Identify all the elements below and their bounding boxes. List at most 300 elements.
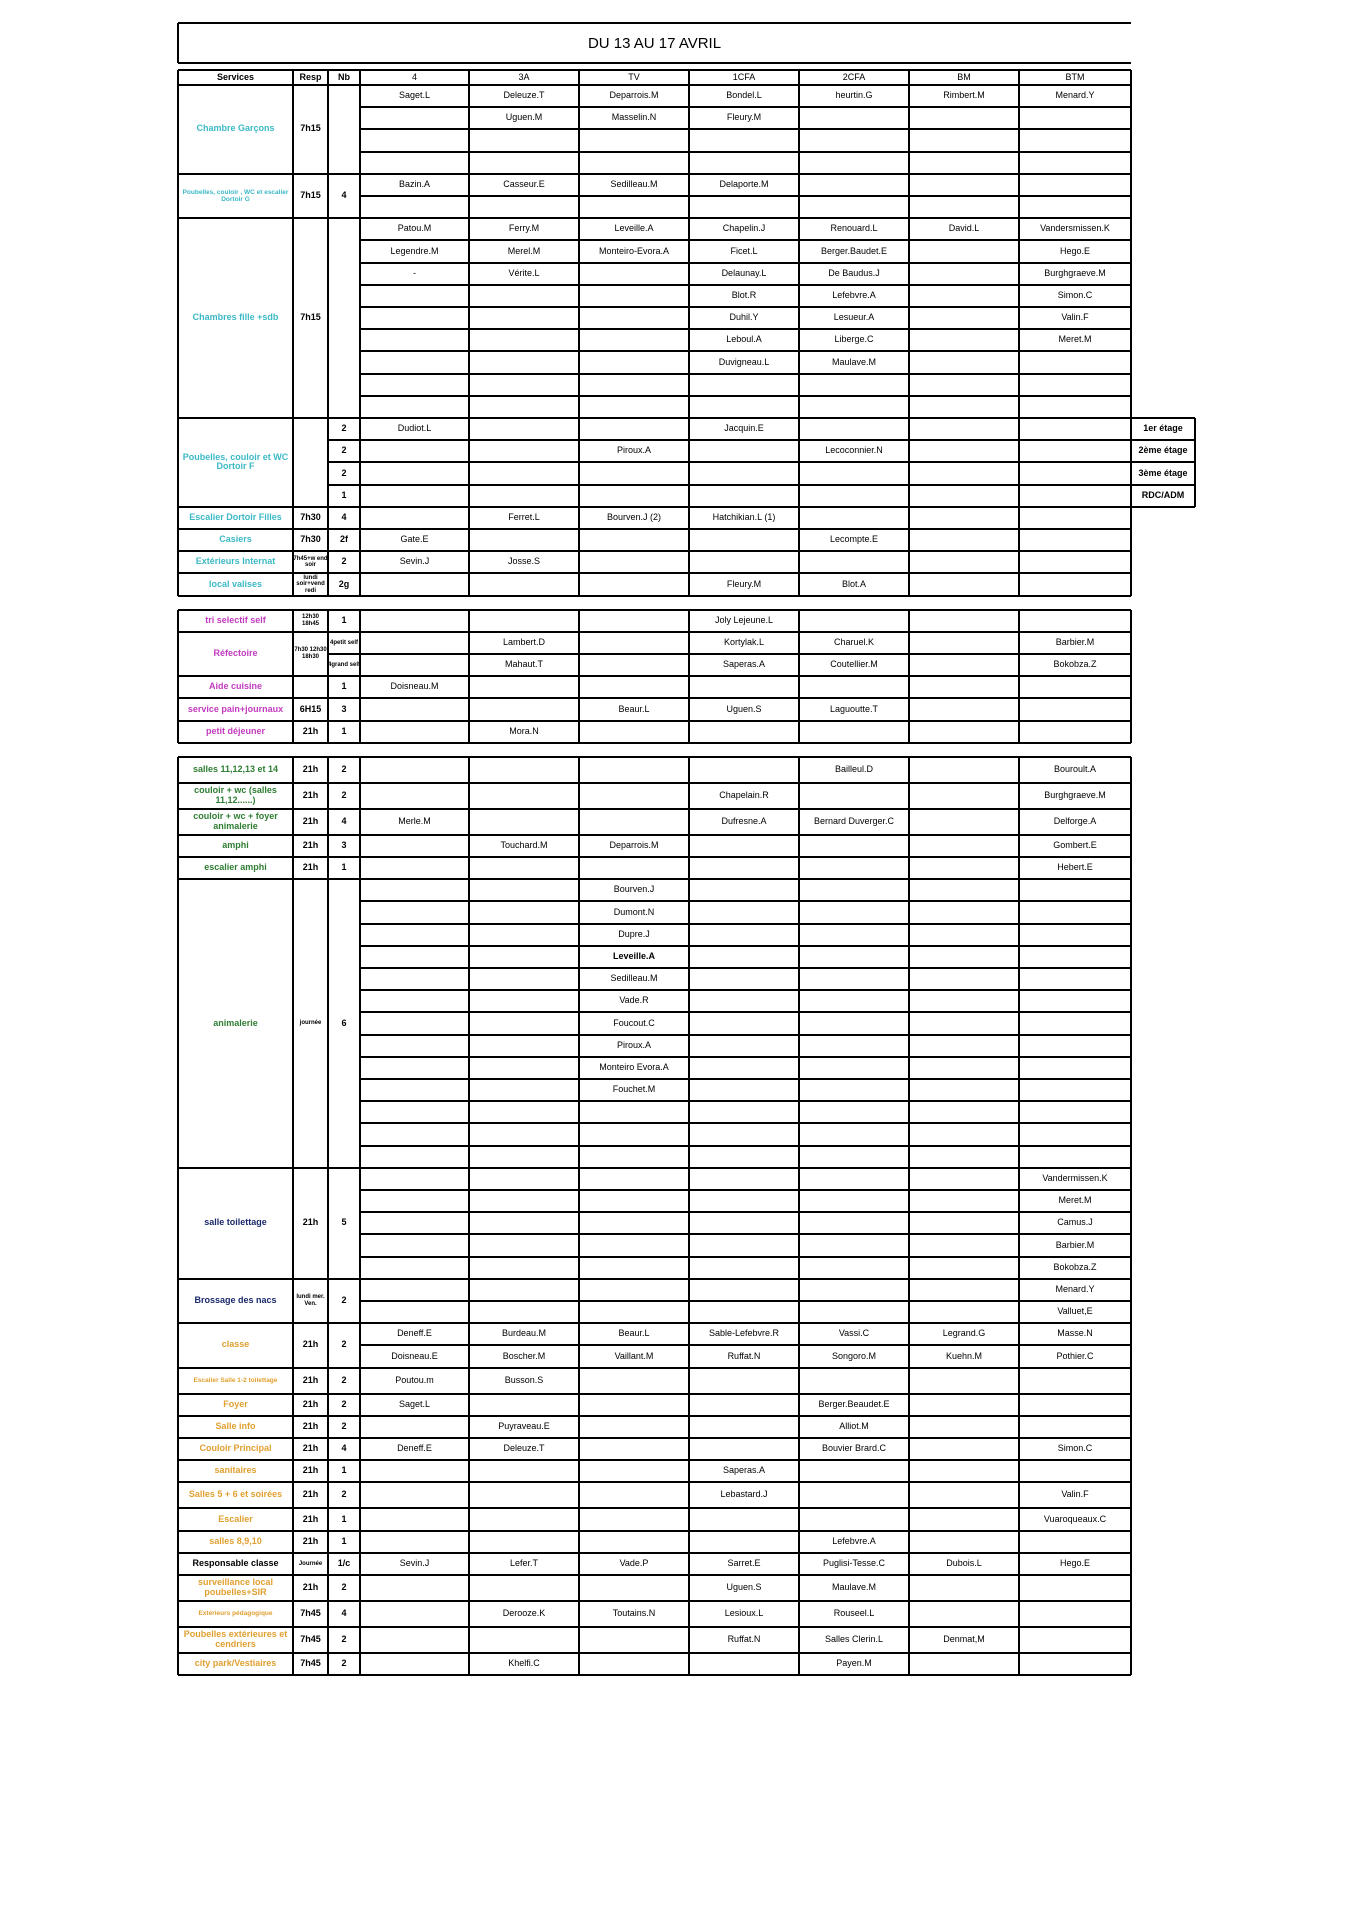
service-label: couloir + wc (salles 11,12......) <box>194 784 277 805</box>
assignee-cell <box>1019 396 1131 418</box>
assignee-cell <box>579 329 689 351</box>
grid-line <box>177 573 179 595</box>
assignee-cell <box>360 835 469 857</box>
service-label: Aide cuisine <box>208 681 262 692</box>
assignee-cell: Gate.E <box>400 534 429 545</box>
nb-value: 4 <box>341 511 347 522</box>
grid-line <box>360 1344 1131 1346</box>
assignee-cell <box>689 1057 799 1079</box>
assignee-cell: Alliot.M <box>839 1420 869 1431</box>
assignee-cell <box>469 968 579 990</box>
service-label: couloir + wc + foyer animalerie <box>193 810 278 831</box>
assignee-cell: Barbier.M <box>1055 1239 1095 1250</box>
assignee-cell <box>689 1416 799 1438</box>
assignee-cell: Meret.M <box>1058 1195 1092 1206</box>
assignee-cell: Hego.E <box>1059 245 1091 256</box>
assignee-cell <box>469 129 579 151</box>
assignee-cell: Berger.Beaudet.E <box>818 1398 890 1409</box>
assignee-cell <box>469 1482 579 1508</box>
assignee-cell <box>689 551 799 573</box>
grid-line <box>177 879 179 1168</box>
assignee-cell <box>469 196 579 218</box>
assignee-cell <box>360 610 469 632</box>
grid-line <box>177 676 179 698</box>
grid-line <box>177 418 179 507</box>
assignee-cell: Monteiro Evora.A <box>599 1061 669 1072</box>
assignee-cell <box>909 263 1019 285</box>
assignee-cell: Bourven.J (2) <box>606 511 662 522</box>
grid-line <box>177 632 179 676</box>
assignee-cell: Monteiro-Evora.A <box>598 245 670 256</box>
assignee-cell <box>909 1416 1019 1438</box>
assignee-cell <box>909 1190 1019 1212</box>
assignee-cell <box>469 1575 579 1601</box>
assignee-cell <box>1019 1012 1131 1034</box>
assignee-cell: Boscher.M <box>502 1350 546 1361</box>
nb-value: 4 <box>341 1608 347 1619</box>
grid-line <box>360 151 1131 153</box>
resp-value: 21h <box>302 1420 319 1431</box>
assignee-cell <box>1019 507 1131 529</box>
assignee-cell: Legendre.M <box>390 245 439 256</box>
assignee-cell: heurtin.G <box>835 90 873 101</box>
header-class: 2CFA <box>842 71 866 82</box>
assignee-cell <box>909 351 1019 373</box>
assignee-cell <box>579 1101 689 1123</box>
assignee-cell: Camus.J <box>1057 1217 1093 1228</box>
assignee-cell <box>909 1653 1019 1675</box>
assignee-cell <box>689 990 799 1012</box>
assignee-cell <box>469 1627 579 1653</box>
nb-value: 1 <box>341 1465 347 1476</box>
assignee-cell <box>360 1057 469 1079</box>
grid-line <box>360 262 1131 264</box>
assignee-cell <box>360 698 469 720</box>
resp-value: 21h <box>302 1398 319 1409</box>
assignee-cell: Merle.M <box>398 815 431 826</box>
assignee-cell <box>579 1123 689 1145</box>
assignee-cell: Kuehn.M <box>945 1350 983 1361</box>
grid-line <box>1194 440 1196 462</box>
nb-value: 5 <box>341 1217 347 1228</box>
grid-line <box>177 1553 179 1575</box>
assignee-cell: Vade.P <box>619 1557 649 1568</box>
assignee-cell: Sedilleau.M <box>610 973 658 984</box>
nb-value: 2 <box>341 1582 347 1593</box>
assignee-cell: Vandermissen.K <box>1042 1172 1108 1183</box>
service-label: Escalier <box>218 1513 253 1524</box>
assignee-cell <box>689 1301 799 1323</box>
assignee-cell <box>799 879 909 901</box>
service-label: Couloir Principal <box>199 1443 272 1454</box>
assignee-cell <box>360 1079 469 1101</box>
assignee-cell <box>579 152 689 174</box>
service-label: Casiers <box>219 534 252 545</box>
nb-value <box>328 85 360 174</box>
assignee-cell <box>469 879 579 901</box>
page-title: DU 13 AU 17 AVRIL <box>587 34 722 52</box>
assignee-cell: Saperas.A <box>722 1465 766 1476</box>
assignee-cell <box>360 721 469 743</box>
nb-value: 6 <box>341 1017 347 1028</box>
grid-line <box>360 653 1131 655</box>
assignee-cell <box>579 462 689 484</box>
assignee-cell <box>360 107 469 129</box>
assignee-cell <box>909 901 1019 923</box>
assignee-cell: Mahaut.T <box>504 659 544 670</box>
nb-value: 2 <box>341 1295 347 1306</box>
service-label: Foyer <box>223 1398 248 1409</box>
assignee-cell: Lesueur.A <box>833 312 875 323</box>
service-label: Extérieurs pédagogique <box>198 1610 273 1618</box>
assignee-cell <box>689 946 799 968</box>
grid-line <box>360 439 1131 441</box>
resp-value: 7h45 <box>300 1608 321 1619</box>
grid-line <box>360 284 1131 286</box>
assignee-cell <box>1019 924 1131 946</box>
assignee-cell <box>689 676 799 698</box>
assignee-cell: Bokobza.Z <box>1053 1261 1097 1272</box>
grid-line <box>360 989 1131 991</box>
grid-line <box>328 439 360 441</box>
assignee-cell <box>689 1123 799 1145</box>
assignee-cell <box>799 129 909 151</box>
assignee-cell: Gombert.E <box>1053 839 1097 850</box>
grid-line <box>360 900 1131 902</box>
assignee-cell <box>469 152 579 174</box>
grid-line <box>360 1056 1131 1058</box>
assignee-cell <box>469 698 579 720</box>
assignee-cell <box>1019 529 1131 551</box>
assignee-cell <box>360 507 469 529</box>
assignee-cell: Bouroult.A <box>1053 763 1097 774</box>
assignee-cell <box>1019 1653 1131 1675</box>
assignee-cell <box>579 632 689 654</box>
resp-value: 7h30 <box>300 511 321 522</box>
service-label: salles 8,9,10 <box>209 1535 262 1546</box>
assignee-cell: Songoro.M <box>831 1350 877 1361</box>
grid-line <box>177 1482 179 1508</box>
assignee-cell <box>689 757 799 783</box>
assignee-cell: Ruffat.N <box>727 1350 761 1361</box>
assignee-cell <box>909 1279 1019 1301</box>
assignee-cell <box>799 374 909 396</box>
assignee-cell <box>360 1123 469 1145</box>
assignee-cell <box>909 924 1019 946</box>
assignee-cell <box>1019 721 1131 743</box>
service-label: tri selectif self <box>205 614 266 625</box>
header-class: 3A <box>518 71 530 82</box>
grid-line <box>360 1189 1131 1191</box>
assignee-cell <box>1019 990 1131 1012</box>
assignee-cell: David.L <box>948 223 980 234</box>
assignee-cell <box>579 1146 689 1168</box>
nb-value: 2 <box>341 1489 347 1500</box>
assignee-cell <box>579 1190 689 1212</box>
assignee-cell <box>469 1123 579 1145</box>
assignee-cell: Leveille.A <box>612 950 656 961</box>
resp-value: 21h <box>302 1582 319 1593</box>
resp-value: 7h30 12h30 18h30 <box>294 647 327 660</box>
assignee-cell: Toutains.N <box>612 1608 656 1619</box>
nb-value: 4 <box>341 190 347 201</box>
assignee-cell <box>360 924 469 946</box>
assignee-cell <box>799 1234 909 1256</box>
assignee-cell: Burghgraeve.M <box>1044 789 1106 800</box>
assignee-cell <box>799 107 909 129</box>
assignee-cell <box>579 529 689 551</box>
assignee-cell <box>909 374 1019 396</box>
assignee-cell <box>909 809 1019 835</box>
assignee-cell <box>360 1601 469 1627</box>
grid-line <box>360 1211 1131 1213</box>
assignee-cell <box>360 1279 469 1301</box>
resp-value: 21h <box>302 1465 319 1476</box>
assignee-cell <box>689 968 799 990</box>
assignee-cell <box>579 610 689 632</box>
assignee-cell <box>909 1101 1019 1123</box>
assignee-cell <box>689 396 799 418</box>
nb-value: 1 <box>341 1513 347 1524</box>
assignee-cell: Patou.M <box>397 223 432 234</box>
assignee-cell: - <box>413 267 416 278</box>
assignee-cell <box>799 1508 909 1530</box>
assignee-cell <box>469 1079 579 1101</box>
assignee-cell <box>469 1460 579 1482</box>
service-label: city park/Vestiaires <box>194 1658 277 1669</box>
assignee-cell: Vérite.L <box>508 267 540 278</box>
assignee-cell: Hatchikian.L (1) <box>712 511 776 522</box>
assignee-cell: Merel.M <box>507 245 541 256</box>
assignee-cell: Busson.S <box>504 1374 544 1385</box>
assignee-cell <box>1019 1460 1131 1482</box>
resp-value: journée <box>299 1020 322 1027</box>
nb-value: 2f <box>339 534 348 545</box>
nb-value: 2 <box>341 1374 347 1385</box>
assignee-cell <box>360 1460 469 1482</box>
assignee-cell <box>909 1368 1019 1394</box>
assignee-cell: Lecompte.E <box>829 534 879 545</box>
service-label: Responsable classe <box>192 1557 279 1568</box>
service-label: salle toilettage <box>204 1217 267 1228</box>
assignee-cell <box>909 946 1019 968</box>
assignee-cell <box>909 573 1019 595</box>
resp-value: 21h <box>302 1443 319 1454</box>
assignee-cell: Dupre.J <box>618 928 650 939</box>
assignee-cell <box>469 573 579 595</box>
resp-value: 7h45 <box>300 1634 321 1645</box>
assignee-cell <box>360 462 469 484</box>
assignee-cell: Rimbert.M <box>943 90 985 101</box>
assignee-cell <box>909 107 1019 129</box>
assignee-cell <box>1019 551 1131 573</box>
assignee-cell <box>799 783 909 809</box>
assignee-cell: Payen.M <box>836 1658 872 1669</box>
assignee-cell <box>1019 174 1131 196</box>
grid-line <box>177 1508 179 1530</box>
assignee-cell <box>909 1438 1019 1460</box>
assignee-cell: Puglisi-Tesse.C <box>822 1557 886 1568</box>
assignee-cell: Berger.Baudet.E <box>820 245 888 256</box>
assignee-cell: Laguoutte.T <box>829 703 879 714</box>
assignee-cell <box>360 1257 469 1279</box>
header-resp: Resp <box>299 71 322 82</box>
assignee-cell <box>469 1012 579 1034</box>
assignee-cell <box>799 610 909 632</box>
assignee-cell: Sevin.J <box>399 556 430 567</box>
assignee-cell: Saperas.A <box>722 659 766 670</box>
assignee-cell <box>1019 1123 1131 1145</box>
assignee-cell: Dudiot.L <box>397 423 432 434</box>
assignee-cell <box>469 1057 579 1079</box>
assignee-cell <box>799 396 909 418</box>
assignee-cell <box>799 462 909 484</box>
assignee-cell <box>909 1146 1019 1168</box>
assignee-cell: Lefebvre.A <box>832 289 876 300</box>
assignee-cell <box>469 307 579 329</box>
assignee-cell <box>360 351 469 373</box>
assignee-cell: Vuaroqueaux.C <box>1043 1513 1107 1524</box>
assignee-cell: Fleury.M <box>726 112 762 123</box>
assignee-cell <box>909 307 1019 329</box>
assignee-cell <box>360 152 469 174</box>
resp-value: 7h15 <box>300 312 321 323</box>
assignee-cell <box>689 374 799 396</box>
assignee-cell <box>909 1601 1019 1627</box>
assignee-cell <box>1019 1416 1131 1438</box>
assignee-cell: Khelfi.C <box>508 1658 540 1669</box>
assignee-cell <box>1019 901 1131 923</box>
assignee-cell: Ferret.L <box>508 511 540 522</box>
assignee-cell <box>579 1531 689 1553</box>
assignee-cell <box>579 285 689 307</box>
assignee-cell <box>579 418 689 440</box>
grid-line <box>1194 418 1196 440</box>
nb-value: 2 <box>341 1339 347 1350</box>
nb-value: 2 <box>341 763 347 774</box>
assignee-cell <box>909 1301 1019 1323</box>
assignee-cell <box>1019 968 1131 990</box>
assignee-cell <box>799 1057 909 1079</box>
assignee-cell <box>469 1394 579 1416</box>
assignee-cell <box>799 1146 909 1168</box>
grid-line <box>177 1168 179 1279</box>
assignee-cell <box>689 721 799 743</box>
grid-line <box>177 1460 179 1482</box>
resp-value: 21h <box>302 1339 319 1350</box>
assignee-cell <box>1019 1101 1131 1123</box>
assignee-cell <box>469 285 579 307</box>
assignee-cell <box>360 1653 469 1675</box>
assignee-cell: Simon.C <box>1057 289 1093 300</box>
grid-line <box>360 1011 1131 1013</box>
assignee-cell <box>360 1627 469 1653</box>
assignee-cell <box>909 196 1019 218</box>
assignee-cell <box>360 1012 469 1034</box>
assignee-cell: Liberge.C <box>834 334 874 345</box>
assignee-cell <box>469 440 579 462</box>
nb-value: 2 <box>341 1634 347 1645</box>
assignee-cell <box>1019 1531 1131 1553</box>
assignee-cell: Sarret.E <box>727 1557 761 1568</box>
assignee-cell: Chapelin.J <box>722 223 766 234</box>
assignee-cell <box>799 1460 909 1482</box>
assignee-cell <box>579 396 689 418</box>
header-class: 4 <box>411 71 417 82</box>
service-label: salles 11,12,13 et 14 <box>192 763 279 774</box>
assignee-cell <box>909 1575 1019 1601</box>
header-nb: Nb <box>338 71 350 82</box>
service-label: Escalier Salle 1-2 toilettage <box>193 1377 278 1385</box>
assignee-cell <box>360 783 469 809</box>
assignee-cell: Simon.C <box>1057 1443 1093 1454</box>
nb-value: 1 <box>341 862 347 873</box>
assignee-cell <box>1019 1627 1131 1653</box>
assignee-cell: Josse.S <box>507 556 540 567</box>
assignee-cell: Deneff.E <box>397 1443 432 1454</box>
assignee-cell <box>689 1531 799 1553</box>
assignee-cell <box>799 1482 909 1508</box>
assignee-cell: De Baudus.J <box>828 267 880 278</box>
grid-line <box>177 857 179 879</box>
service-label: Poubelles, couloir et WC Dortoir F <box>182 451 289 472</box>
assignee-cell: Ficet.L <box>730 245 758 256</box>
grid-line <box>177 174 179 218</box>
assignee-cell <box>360 757 469 783</box>
assignee-cell: Blot.A <box>841 578 866 589</box>
assignee-cell: Blot.R <box>731 289 757 300</box>
nb-value: 2 <box>341 789 347 800</box>
grid-line <box>177 85 179 174</box>
assignee-cell <box>909 329 1019 351</box>
resp-value: 7h30 <box>300 534 321 545</box>
assignee-cell <box>469 924 579 946</box>
grid-line <box>360 484 1131 486</box>
assignee-cell <box>799 551 909 573</box>
service-label: Escalier Dortoir Filles <box>189 511 282 522</box>
assignee-cell: Sedilleau.M <box>610 178 658 189</box>
assignee-cell: Delaunay.L <box>721 267 767 278</box>
grid-line <box>360 373 1131 375</box>
assignee-cell: Dufresne.A <box>721 815 767 826</box>
nb-value: 4 <box>341 1443 347 1454</box>
assignee-cell <box>360 329 469 351</box>
assignee-cell <box>360 1212 469 1234</box>
assignee-cell <box>799 1101 909 1123</box>
nb-value: 4grand self <box>328 661 360 668</box>
assignee-cell <box>909 676 1019 698</box>
assignee-cell: Legrand.G <box>942 1328 986 1339</box>
assignee-cell <box>579 307 689 329</box>
assignee-cell <box>909 462 1019 484</box>
assignee-cell <box>579 654 689 676</box>
assignee-cell <box>909 507 1019 529</box>
assignee-cell <box>909 1257 1019 1279</box>
grid-line <box>177 721 179 743</box>
assignee-cell <box>689 529 799 551</box>
resp-value: 21h <box>302 1489 319 1500</box>
grid-line <box>360 239 1131 241</box>
assignee-cell: Sevin.J <box>399 1557 430 1568</box>
assignee-cell <box>579 374 689 396</box>
assignee-cell <box>799 1123 909 1145</box>
assignee-cell: Burghgraeve.M <box>1044 267 1106 278</box>
header-class: 1CFA <box>732 71 756 82</box>
assignee-cell <box>579 573 689 595</box>
assignee-cell <box>909 654 1019 676</box>
assignee-cell: Bailleul.D <box>834 763 874 774</box>
assignee-cell: Lefebvre.A <box>832 1535 876 1546</box>
